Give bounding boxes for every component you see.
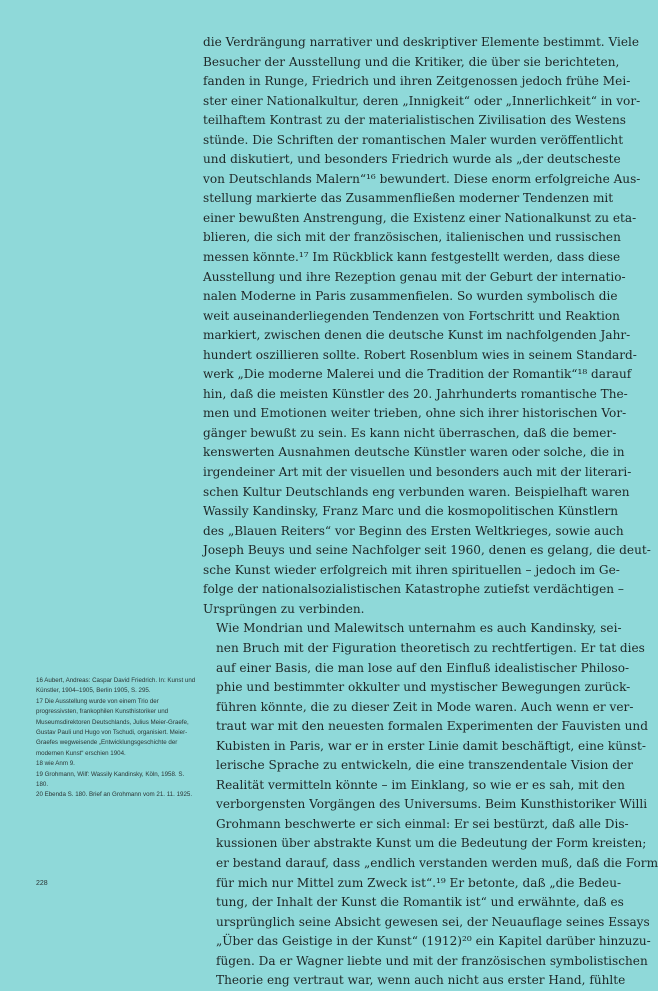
text-line: ster einer Nationalkultur, deren „Innigkeit“ oder „Innerlichkeit“ in vor- bbox=[203, 93, 641, 108]
text-line: Theorie eng vertraut war, wenn auch nicht aus erster Hand, fühlte bbox=[216, 973, 626, 988]
main-body-text bbox=[203, 33, 658, 991]
text-line: fanden in Runge, Friedrich und ihren Zeitgenossen jedoch frühe Mei- bbox=[203, 74, 631, 89]
text-line: Kubisten in Paris, war er in erster Linie damit beschäftigt, eine künst- bbox=[216, 738, 646, 753]
text-line: men und Emotionen weiter trieben, ohne sich ihrer historischen Vor- bbox=[203, 406, 627, 421]
text-line: kenswerten Ausnahmen deutsche Künstler waren oder solche, die in bbox=[203, 445, 625, 460]
text-line: verborgensten Vorgängen des Universums. Beim Kunsthistoriker Willi bbox=[216, 797, 648, 812]
text-line: hundert oszillieren sollte. Robert Rosenblum wies in seinem Standard- bbox=[203, 347, 637, 362]
text-line: irgendeiner Art mit der visuellen und besonders auch mit der literari- bbox=[203, 465, 632, 480]
footnote-16: 16 Aubert, Andreas: Caspar David Friedrich. In: Kunst und Künstler, 1904–1905, Berlin 1905, S. 295. bbox=[36, 677, 196, 695]
text-line: gänger bewußt zu sein. Es kann nicht überraschen, daß die bemer- bbox=[203, 425, 617, 440]
text-line: Besucher der Ausstellung und die Kritiker, die über sie berichteten, bbox=[203, 54, 620, 69]
text-line: weit auseinanderliegenden Tendenzen von Fortschritt und Reaktion bbox=[203, 308, 620, 323]
text-line: hin, daß die meisten Künstler des 20. Jahrhunderts romantische The- bbox=[203, 386, 628, 401]
footnote-20: 20 Ebenda S. 180. Brief an Grohmann vom 21. 11. 1925. bbox=[36, 791, 193, 799]
text-line: markiert, zwischen denen die deutsche Kunst im nachfolgenden Jahr- bbox=[203, 328, 631, 343]
text-line: von Deutschlands Malern“¹⁶ bewundert. Diese enorm erfolgreiche Aus- bbox=[203, 171, 641, 186]
footnote-19: 19 Grohmann, Wilf: Wassily Kandinsky, Köln, 1958. S. 180. bbox=[36, 770, 185, 789]
text-line: phie und bestimmter okkulter und mystischer Bewegungen zurück- bbox=[216, 680, 631, 695]
text-line: traut war mit den neuesten formalen Experimenten der Fauvisten und bbox=[216, 719, 648, 734]
text-line: werk „Die moderne Malerei und die Tradition der Romantik“¹⁸ darauf bbox=[203, 367, 632, 382]
text-line: lerische Sprache zu entwickeln, die eine transzendentale Vision der bbox=[216, 758, 633, 773]
text-line: Wie Mondrian und Malewitsch unternahm es auch Kandinsky, sei- bbox=[216, 621, 622, 636]
text-line: sche Kunst wieder erfolgreich mit ihren spirituellen – jedoch im Ge- bbox=[203, 562, 620, 577]
text-line: Realität vermitteln könnte – im Einklang, so wie er es sah, mit den bbox=[216, 777, 625, 792]
text-line: teilhaftem Kontrast zu der materialistischen Zivilisation des Westens bbox=[203, 113, 626, 128]
text-line: Ausstellung und ihre Rezeption genau mit der Geburt der internatio- bbox=[203, 269, 626, 284]
text-line: stellung markierte das Zusammenfließen moderner Tendenzen mit bbox=[203, 191, 614, 206]
page-number: 228 bbox=[36, 880, 48, 887]
text-line: Grohmann beschwerte er sich einmal: Er sei bestürzt, daß alle Dis- bbox=[216, 816, 629, 831]
text-line: folge der nationalsozialistischen Katastrophe zutiefst verdächtigen – bbox=[203, 582, 624, 597]
footnote-18: 18 wie Anm 9. bbox=[36, 760, 75, 768]
text-line: Ursprüngen zu verbinden. bbox=[203, 601, 365, 616]
text-line: schen Kultur Deutschlands eng verbunden waren. Beispielhaft waren bbox=[203, 484, 630, 499]
footnote-17: 17 Die Ausstellung wurde von einem Trio der progressivsten, frankophilen Kunsthistoriker und Museumsdirektoren Deutschlands, Julius Meier-Graefe, Gustav Pauli und Hugo von Tschudi, organisiert. Meier-Graefes wegweisende „Entwicklungsgeschichte der modernen Kunst“ erschien 1904. bbox=[36, 697, 189, 757]
paragraph-2 bbox=[203, 619, 658, 990]
text-line: des „Blauen Reiters“ vor Beginn des Ersten Weltkrieges, sowie auch bbox=[203, 523, 624, 538]
text-line: blieren, die sich mit der französischen, italienischen und russischen bbox=[203, 230, 621, 245]
text-line: Wassily Kandinsky, Franz Marc und die kosmopolitischen Künstlern bbox=[203, 504, 619, 519]
text-line: messen könnte.¹⁷ Im Rückblick kann festgestellt werden, dass diese bbox=[203, 250, 621, 265]
text-line: die Verdrängung narrativer und deskriptiver Elemente bestimmt. Viele bbox=[203, 35, 640, 49]
text-line: auf einer Basis, die man lose auf den Einfluß idealistischer Philoso- bbox=[216, 660, 630, 675]
text-line: fügen. Da er Wagner liebte und mit der französischen symbolistischen bbox=[216, 953, 648, 968]
text-line: nen Bruch mit der Figuration theoretisch zu rechtfertigen. Er tat dies bbox=[216, 640, 645, 655]
text-line: tung, der Inhalt der Kunst die Romantik ist“ und erwähnte, daß es bbox=[216, 895, 624, 910]
text-line: nalen Moderne in Paris zusammenfielen. So wurden symbolisch die bbox=[203, 289, 618, 304]
text-line: führen könnte, die zu dieser Zeit in Mode waren. Auch wenn er ver- bbox=[216, 699, 634, 714]
paragraph-1 bbox=[203, 33, 651, 619]
footnotes bbox=[36, 676, 196, 801]
text-line: ursprünglich seine Absicht gewesen sei, der Neuauflage seines Essays bbox=[216, 914, 650, 929]
text-line: und diskutiert, und besonders Friedrich wurde als „der deutscheste bbox=[203, 152, 621, 167]
text-line: Joseph Beuys und seine Nachfolger seit 1960, denen es gelang, die deut- bbox=[203, 543, 651, 558]
text-line: einer bewußten Anstrengung, die Existenz einer Nationalkunst zu eta- bbox=[203, 210, 637, 225]
text-line: er bestand darauf, dass „endlich verstanden werden muß, daß die Form bbox=[216, 855, 658, 870]
text-line: „Über das Geistige in der Kunst“ (1912)²⁰ ein Kapitel darüber hinzuzu- bbox=[216, 934, 651, 949]
text-line: für mich nur Mittel zum Zweck ist“.¹⁹ Er betonte, daß „die Bedeu- bbox=[216, 875, 622, 890]
text-line: stünde. Die Schriften der romantischen Maler wurden veröffentlicht bbox=[203, 132, 624, 147]
text-line: kussionen über abstrakte Kunst um die Bedeutung der Form kreisten; bbox=[216, 836, 647, 851]
